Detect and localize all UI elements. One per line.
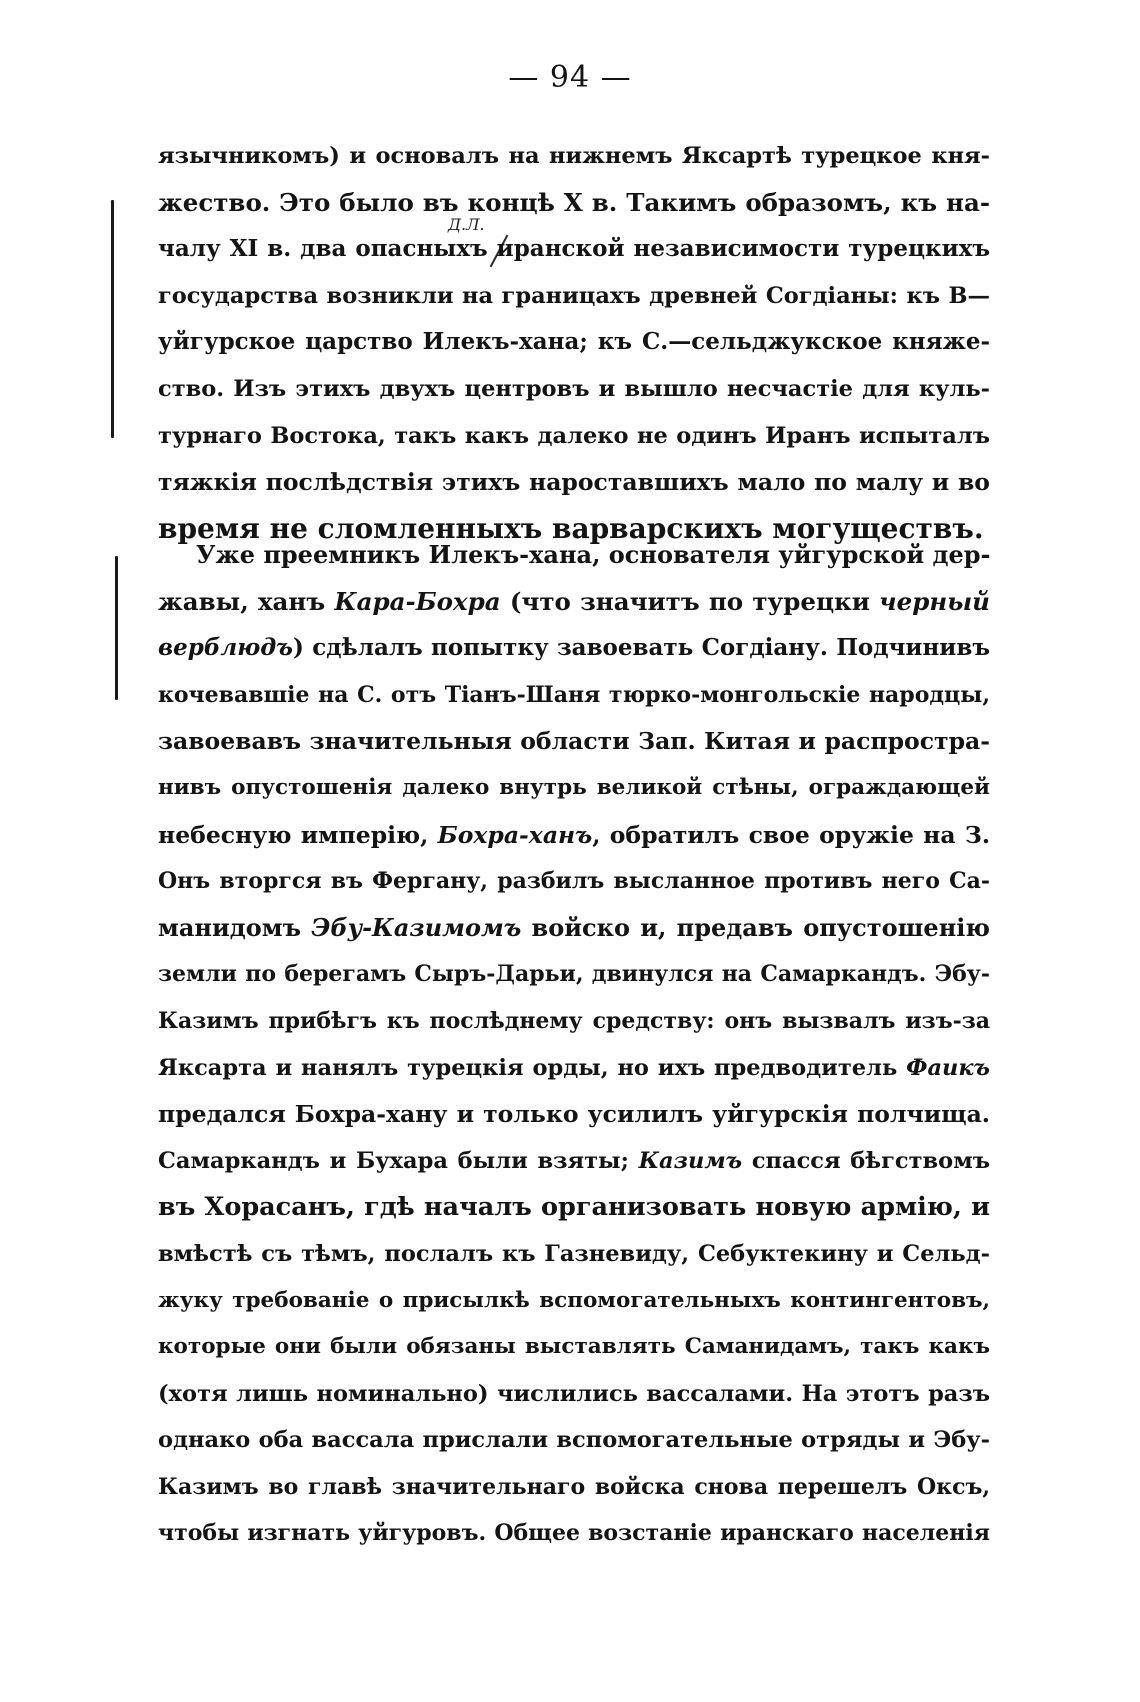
text-line: кочевавшіе на С. отъ Тіанъ-Шаня тюрко-монгольскіе народцы, [158, 681, 990, 708]
text-line [158, 812, 990, 859]
text-run: (что значитъ по турецки [500, 586, 880, 616]
text-run: жавы, ханъ [158, 586, 335, 616]
paragraph-1 [158, 133, 990, 552]
paragraph-2 [158, 532, 990, 1557]
text-line: Уже преемникъ Илекъ-хана, основателя уйгурской дер- [196, 540, 991, 569]
italic-name: Эбу-Казимомъ [311, 912, 522, 942]
italic-name: Кара-Бохра [334, 586, 501, 616]
margin-line-mark [111, 200, 114, 438]
text-line [158, 625, 990, 672]
italic-name: Казимъ [638, 1147, 743, 1174]
italic-term: верблюдъ [158, 634, 294, 662]
text-run: спасся бѣгствомъ [742, 1147, 990, 1174]
text-line: ство. Изъ этихъ двухъ центровъ и вышло несчастіе для куль- [158, 375, 990, 402]
margin-line-mark [115, 556, 118, 700]
text-line: нивъ опустошенія далеко внутрь великой стѣны, ограждающей [158, 774, 990, 800]
text-line: уйгурское царство Илекъ-хана; къ С.—сельджукское княже- [158, 328, 990, 356]
text-line [158, 579, 990, 626]
text-line [158, 905, 990, 952]
text-line: завоевавъ значительныя области Зап. Китая и распростра- [158, 727, 990, 756]
text-line: Казимъ прибѣгъ къ послѣднему средству: онъ вызвалъ изъ-за [158, 1007, 990, 1034]
text-line: турнаго Востока, такъ какъ далеко не одинъ Иранъ испыталъ [158, 422, 990, 449]
page-number: — 94 — [508, 60, 632, 95]
text-line: однако оба вассала прислали вспомогательные отряды и Эбу- [158, 1427, 990, 1454]
text-line: чалу XI в. два опасныхъ иранской независимости турецкихъ [158, 235, 990, 263]
text-line: время не сломленныхъ варварскихъ могуществъ. [158, 511, 984, 545]
text-line: жуку требованіе о присылкѣ вспомогательныхъ контингентовъ, [158, 1287, 990, 1313]
text-run: , обратилъ свое оружіе на З. [592, 820, 991, 849]
text-line: тяжкія послѣдствія этихъ нароставшихъ мало по малу и во [158, 468, 990, 497]
text-line: язычникомъ) и основалъ на нижнемъ Яксартѣ турецкое кня- [158, 143, 990, 169]
text-line: чтобы изгнать уйгуровъ. Общее возстаніе иранскаго населенія [158, 1520, 990, 1547]
text-line: Казимъ во главѣ значительнаго войска снова перешелъ Оксъ, [158, 1473, 990, 1500]
text-line: жество. Это было въ концѣ X в. Такимъ образомъ, къ на- [158, 187, 990, 217]
text-run: войско и, предавъ опустошенію [521, 912, 990, 942]
text-line [158, 1138, 990, 1185]
handwritten-annotation: Д.Л. [448, 215, 485, 234]
italic-name: Фаикъ [906, 1054, 990, 1081]
text-run: манидомъ [158, 912, 312, 942]
text-line: вмѣстѣ съ тѣмъ, послалъ къ Газневиду, Себуктекину и Сельд- [158, 1240, 990, 1267]
text-line: государства возникли на границахъ древней Согдіаны: къ В— [158, 282, 990, 309]
italic-name: Бохра-ханъ [437, 820, 593, 849]
text-line [158, 1045, 990, 1092]
text-line: предался Бохра-хану и только усилилъ уйгурскія полчища. [158, 1100, 990, 1129]
text-line: въ Хорасанъ, гдѣ началъ организовать новую армію, и [158, 1192, 990, 1223]
text-run: небесную имперію, [158, 820, 438, 849]
text-line: Онъ вторгся въ Фергану, разбилъ высланное противъ него Са- [158, 868, 990, 895]
text-run: Самаркандъ и Бухара были взяты; [158, 1147, 639, 1174]
text-run: Яксарта и нанялъ турецкія орды, но ихъ предводитель [158, 1054, 907, 1081]
text-line: (хотя лишь номинально) числились вассалами. На этотъ разъ [158, 1380, 990, 1407]
italic-term: черный [879, 586, 990, 616]
text-run: ) сдѣлалъ попытку завоевать Согдіану. Подчинивъ [293, 634, 990, 662]
text-line: земли по берегамъ Сыръ-Дарьи, двинулся на Самаркандъ. Эбу- [158, 961, 990, 988]
text-line: которые они были обязаны выставлять Саманидамъ, такъ какъ [158, 1334, 990, 1360]
